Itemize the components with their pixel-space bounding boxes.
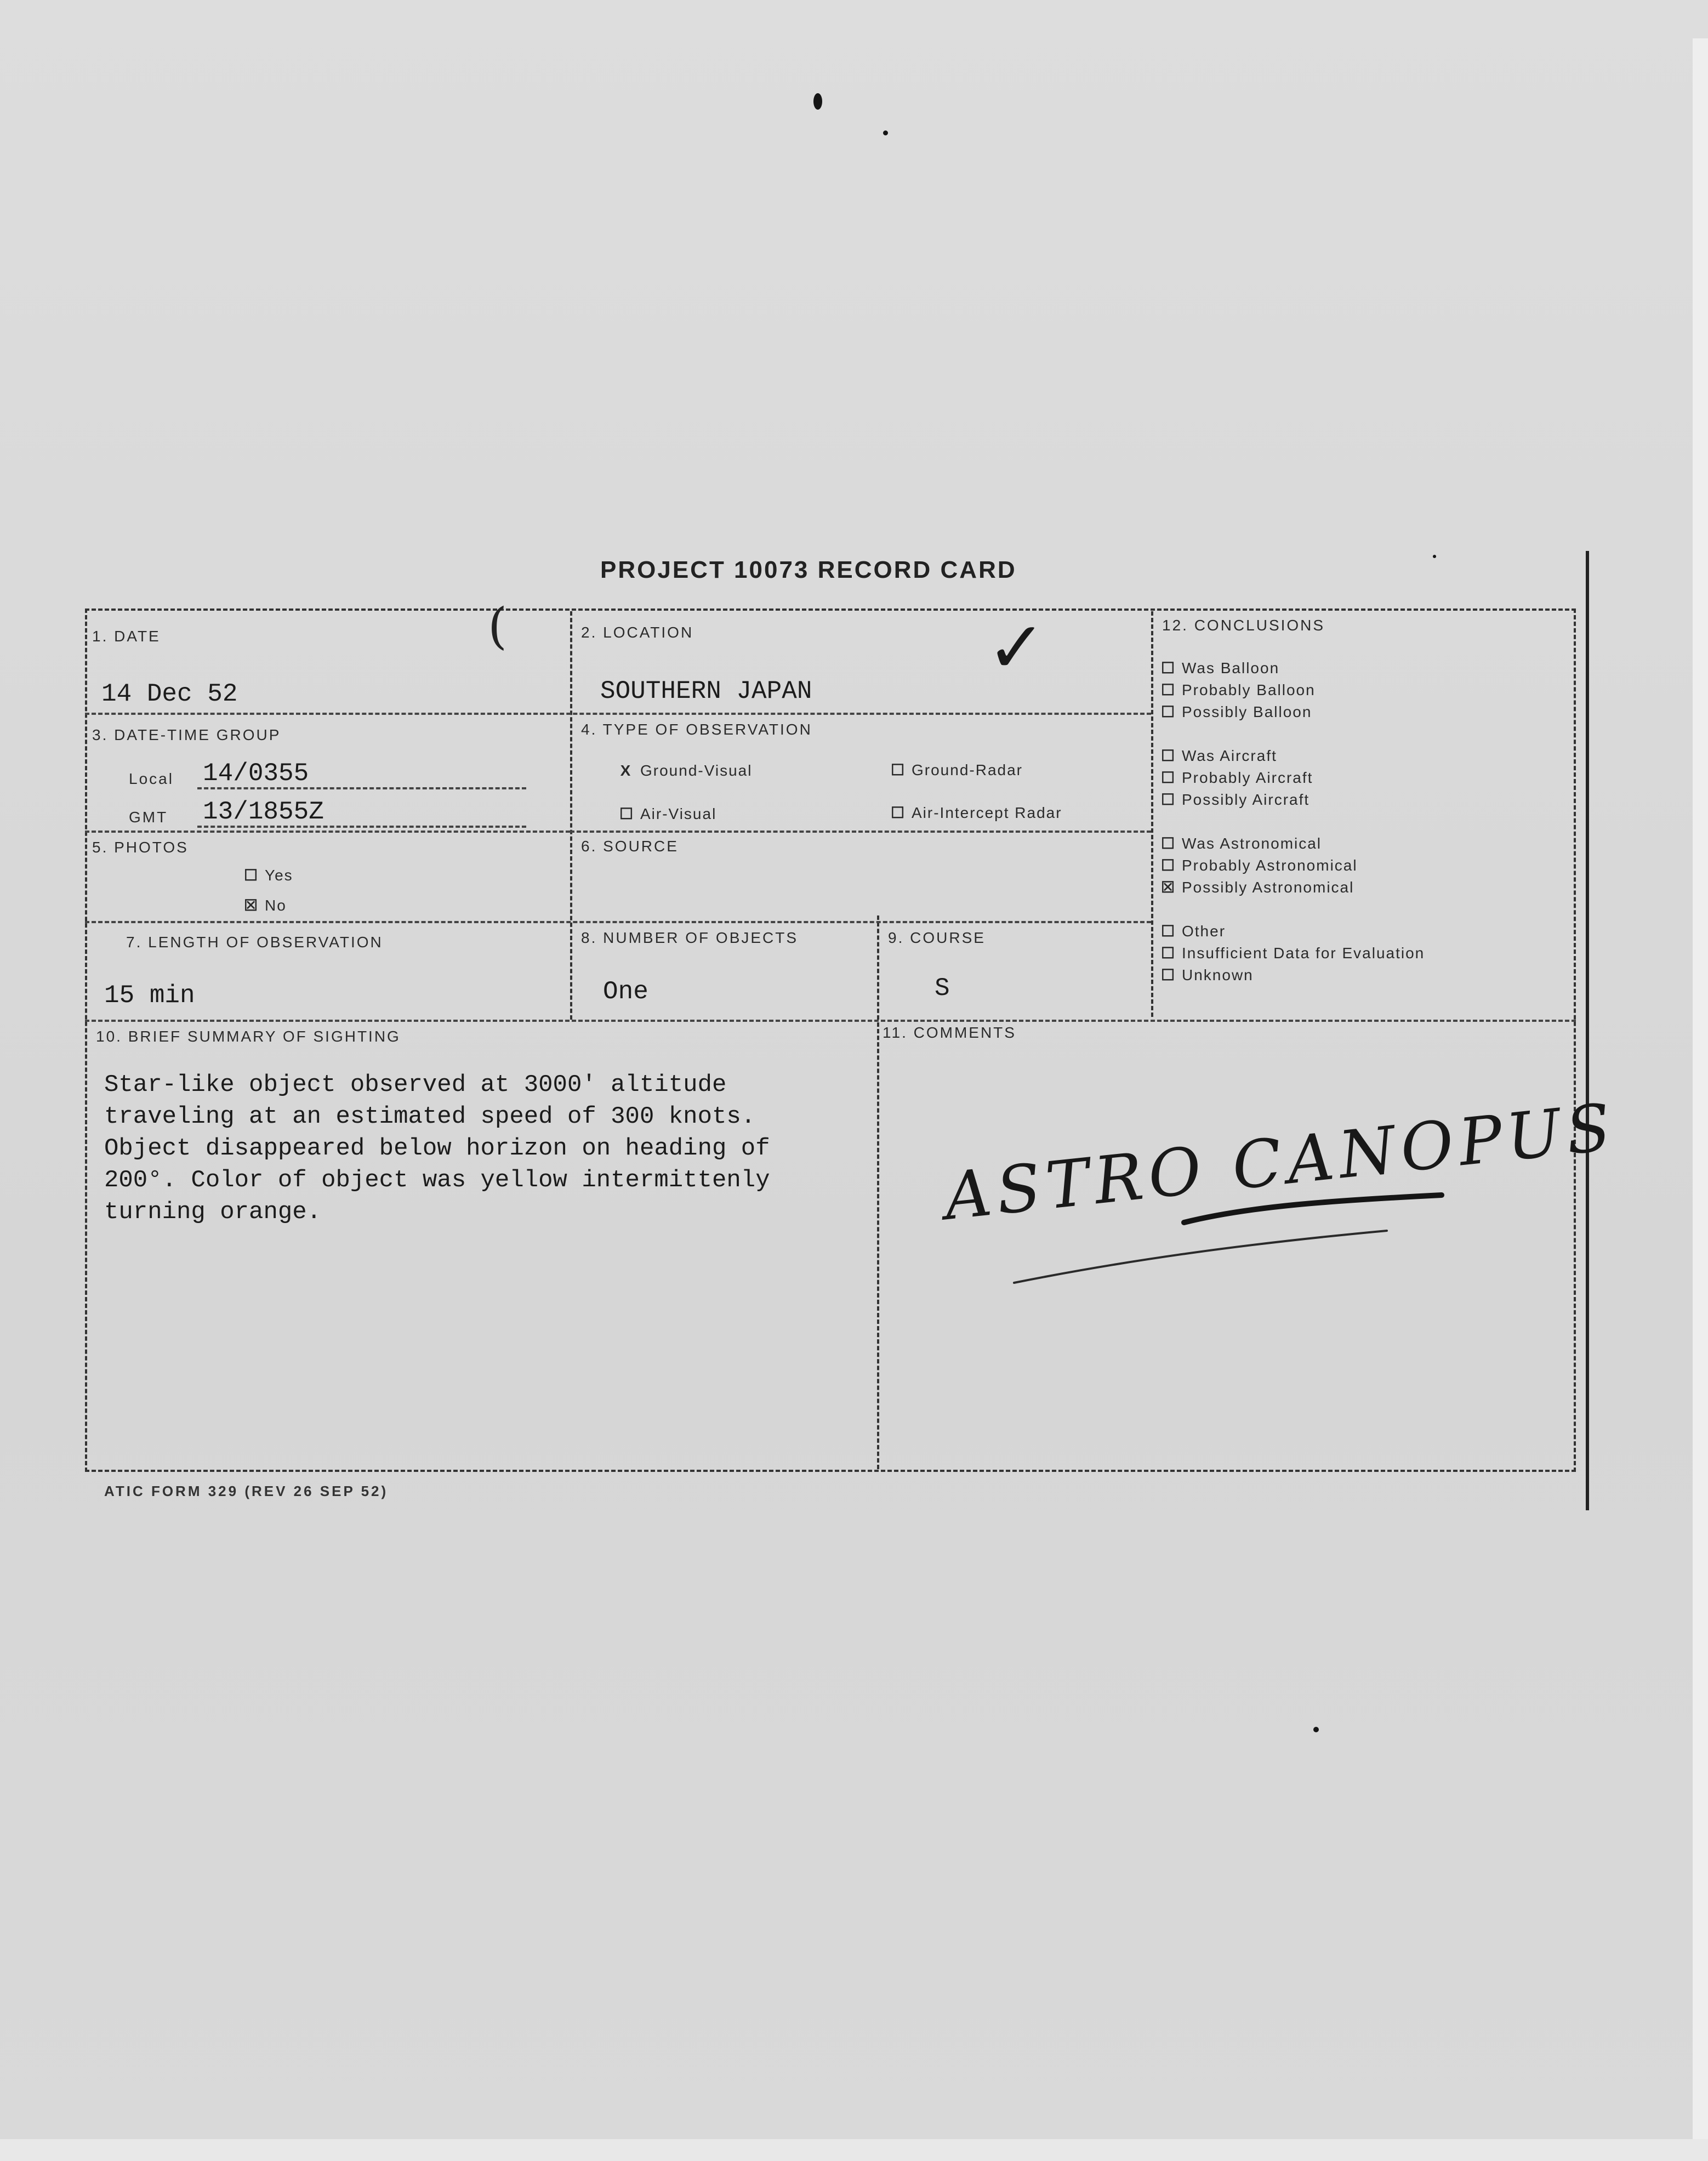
- checkbox-icon: ☐: [1161, 659, 1176, 676]
- divider-v: [570, 611, 572, 1020]
- length-of-observation-value: 15 min: [104, 981, 195, 1010]
- conclusion-other: ☐ Other: [1161, 923, 1226, 940]
- course-label: 9. COURSE: [888, 929, 986, 946]
- conclusion-probably-astronomical: ☐ Probably Astronomical: [1161, 857, 1358, 874]
- divider-h: [85, 831, 570, 833]
- scan-speck: [883, 130, 888, 135]
- summary-line: turning orange.: [104, 1198, 322, 1226]
- checkbox-icon: ☐: [891, 804, 906, 821]
- source-label: 6. SOURCE: [581, 838, 679, 855]
- card-title: PROJECT 10073 RECORD CARD: [600, 556, 1017, 583]
- conclusion-was-astronomical: ☐ Was Astronomical: [1161, 835, 1322, 852]
- conclusions-label: 12. CONCLUSIONS: [1162, 617, 1325, 634]
- divider-h: [85, 1020, 1576, 1022]
- scan-edge-bottom: [0, 2139, 1708, 2161]
- annotation-paren: (: [488, 598, 508, 655]
- conclusion-was-aircraft: ☐ Was Aircraft: [1161, 747, 1277, 764]
- conclusion-insufficient-data: ☐ Insufficient Data for Evaluation: [1161, 945, 1425, 962]
- ground-radar-option: ☐ Ground-Radar: [891, 761, 1023, 778]
- gmt-label: GMT: [129, 809, 168, 826]
- handwritten-underline: [1003, 1190, 1453, 1294]
- conclusion-possibly-aircraft: ☐ Possibly Aircraft: [1161, 791, 1310, 808]
- local-underline: [197, 787, 526, 789]
- conclusion-possibly-balloon: ☐ Possibly Balloon: [1161, 703, 1312, 720]
- comments-label: 11. COMMENTS: [883, 1024, 1016, 1041]
- checkbox-icon: ☐: [1161, 923, 1176, 940]
- divider-v: [1151, 611, 1153, 1017]
- photos-no-option: ☒ No: [244, 897, 287, 914]
- divider-v: [877, 915, 879, 1020]
- scan-speck: [1433, 555, 1436, 558]
- type-of-observation-label: 4. TYPE OF OBSERVATION: [581, 721, 812, 738]
- divider-h: [570, 831, 1151, 833]
- checkbox-icon: ☐: [1161, 703, 1176, 720]
- conclusion-unknown: ☐ Unknown: [1161, 966, 1254, 983]
- scan-speck: [813, 93, 822, 110]
- checkbox-icon: ☐: [1161, 945, 1176, 962]
- gmt-time-value: 13/1855Z: [203, 798, 324, 826]
- location-value: SOUTHERN JAPAN: [600, 677, 812, 706]
- checkbox-icon: ☐: [244, 867, 259, 884]
- check-mark-icon: ✓: [987, 606, 1046, 689]
- photos-label: 5. PHOTOS: [92, 839, 189, 856]
- air-intercept-radar-option: ☐ Air-Intercept Radar: [891, 804, 1062, 821]
- conclusion-probably-balloon: ☐ Probably Balloon: [1161, 681, 1316, 698]
- summary-label: 10. BRIEF SUMMARY OF SIGHTING: [96, 1028, 401, 1045]
- date-value: 14 Dec 52: [101, 680, 238, 708]
- length-of-observation-label: 7. LENGTH OF OBSERVATION: [126, 934, 383, 951]
- number-of-objects-value: One: [603, 977, 648, 1006]
- date-time-group-label: 3. DATE-TIME GROUP: [92, 726, 281, 743]
- conclusion-probably-aircraft: ☐ Probably Aircraft: [1161, 769, 1313, 786]
- form-footer: ATIC FORM 329 (REV 26 SEP 52): [104, 1483, 389, 1499]
- checkbox-icon: ☐: [1161, 681, 1176, 698]
- course-value: S: [935, 974, 950, 1003]
- checkbox-icon: ☐: [1161, 769, 1176, 786]
- summary-line: Object disappeared below horizon on heading of: [104, 1135, 770, 1162]
- local-time-value: 14/0355: [203, 759, 309, 788]
- summary-text: [104, 1069, 883, 1228]
- local-label: Local: [129, 770, 174, 787]
- checkbox-icon: ☐: [1161, 857, 1176, 874]
- handwritten-comment: ASTRO CANOPUS: [941, 1089, 1620, 1235]
- checkbox-icon: ☐: [1161, 747, 1176, 764]
- margin-rule: [1586, 551, 1589, 1510]
- summary-line: 200°. Color of object was yellow intermittenly: [104, 1167, 770, 1194]
- scan-edge-right: [1693, 38, 1708, 2161]
- air-visual-option: ☐ Air-Visual: [619, 805, 717, 822]
- checkbox-icon: ☐: [1161, 835, 1176, 852]
- number-of-objects-label: 8. NUMBER OF OBJECTS: [581, 929, 799, 946]
- checkbox-icon: ☐: [619, 805, 635, 822]
- ground-visual-option: X Ground-Visual: [620, 762, 753, 779]
- checkbox-icon: ☐: [891, 761, 906, 778]
- checkbox-x-icon: ☒: [244, 897, 259, 914]
- scan-speck: [1313, 1727, 1319, 1732]
- checkbox-icon: ☐: [1161, 966, 1176, 983]
- conclusion-possibly-astronomical: ☒ Possibly Astronomical: [1161, 879, 1354, 896]
- location-label: 2. LOCATION: [581, 624, 694, 641]
- divider-h: [85, 713, 1151, 715]
- summary-line: traveling at an estimated speed of 300 knots.: [104, 1103, 756, 1130]
- checkbox-x-icon: ☒: [1161, 879, 1176, 896]
- checkbox-icon: ☐: [1161, 791, 1176, 808]
- summary-line: Star-like object observed at 3000' altitude: [104, 1071, 727, 1099]
- photos-yes-option: ☐ Yes: [244, 867, 293, 884]
- gmt-underline: [197, 826, 526, 828]
- divider-h: [85, 921, 1151, 923]
- checkbox-x-icon: X: [620, 762, 632, 779]
- conclusion-was-balloon: ☐ Was Balloon: [1161, 659, 1280, 676]
- date-label: 1. DATE: [92, 628, 161, 645]
